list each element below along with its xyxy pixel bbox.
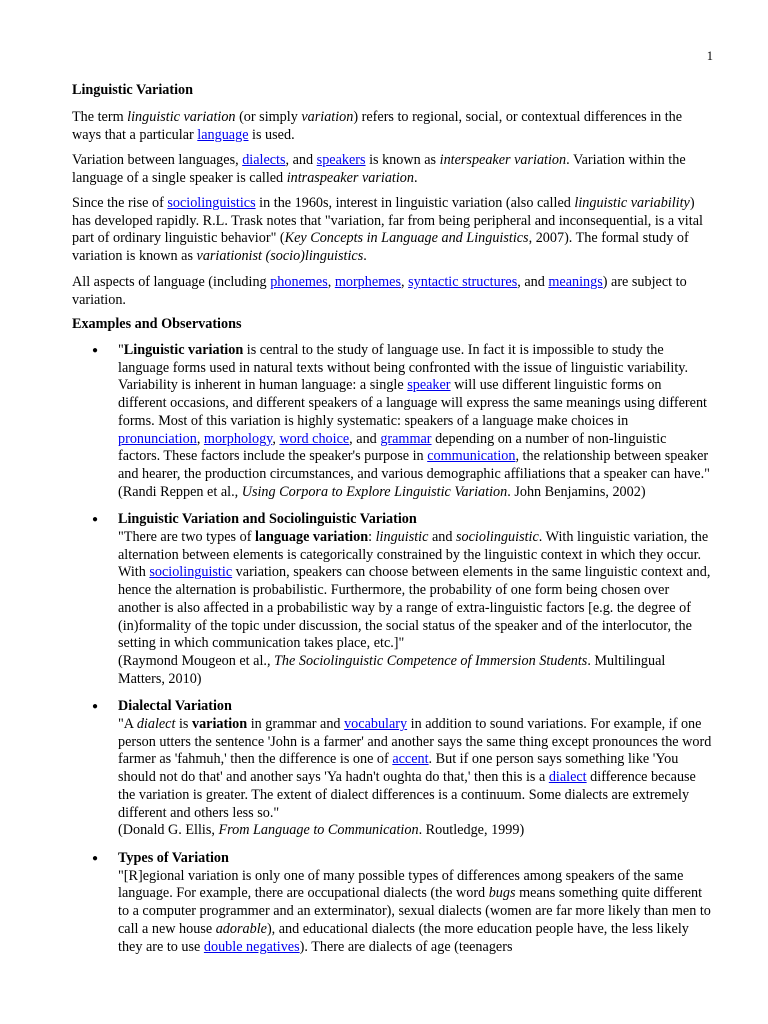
bullet-icon: ● [92, 345, 99, 356]
item-heading: Types of Variation [118, 849, 229, 866]
link-pronunciation[interactable]: pronunciation [118, 430, 197, 447]
list-item [72, 342, 712, 501]
link-morphology[interactable]: morphology [203, 430, 273, 447]
document-title: Linguistic Variation [72, 82, 194, 98]
intro-paragraph-4: All aspects of language (including phonemes, morphemes, syntactic structures, and meanings) are subject to variation. [72, 274, 687, 308]
quote-text: "There are two types of language variation: linguistic and sociolinguistic. With linguistic variation, the alternation between elements is categorically constrained by the linguistic context in which they occur. With sociolinguistic variation, speakers can choose between elements in the same linguistic context and, hence the alternation is probabilistic. Furthermore, the probability of one form being chosen over another is also affected in a probabilistic way by a range of extra-linguistic factors [e.g. the degree of (in)formality of the topic under discussion, the social status of the speaker and of the interlocutor, the setting in which communication takes place, etc.]" [118, 529, 711, 652]
quote-text: "A dialect is variation in grammar and vocabulary in addition to sound variations. For example, if one person utters the sentence 'John is a farmer' and another says the same thing except pronounces the word farmer as 'fahmuh,' then the difference is one of accent. But if one person says something like 'You should not do that' and another says 'Ya hadn't oughta do that,' then this is a dialect difference because the variation is greater. The extent of dialect differences is a continuum. Some dialects are extremely different and others less so." [118, 716, 712, 821]
link-language[interactable]: language [197, 126, 249, 143]
link-meanings[interactable]: meanings [548, 274, 603, 290]
intro-paragraph-1: The term linguistic variation (or simply variation) refers to regional, social, or contextual differences in the ways that a particular language is used. [72, 109, 683, 143]
link-sociolinguistics[interactable]: sociolinguistics [167, 195, 256, 211]
list-item [72, 850, 712, 956]
bullet-icon: ● [92, 514, 99, 526]
link-sociolinguistic[interactable]: sociolinguistic [149, 564, 233, 581]
link-double-negatives[interactable]: double negatives [203, 938, 300, 955]
link-morphemes[interactable]: morphemes [334, 274, 402, 290]
link-phonemes[interactable]: phonemes [270, 274, 328, 290]
link-speakers[interactable]: speakers [316, 152, 366, 168]
link-communication[interactable]: communication [427, 448, 516, 465]
item-heading: Linguistic Variation and Sociolinguistic Variation [118, 511, 417, 528]
citation: (Randi Reppen et al., Using Corpora to Explore Linguistic Variation. John Benjamins, 2002) [118, 483, 646, 500]
examples-list [72, 342, 712, 966]
bullet-icon: ● [92, 701, 99, 713]
citation: (Raymond Mougeon et al., The Sociolinguistic Competence of Immersion Students. Multilingual Matters, 2010) [118, 652, 666, 687]
link-dialect[interactable]: dialect [548, 769, 587, 786]
list-item [72, 511, 712, 688]
bullet-icon: ● [92, 852, 99, 864]
intro-paragraph-3: Since the rise of sociolinguistics in the 1960s, interest in linguistic variation (also called linguistic variability) has developed rapidly. R.L. Trask notes that "variation, far from being peripheral and inconsequential, is a vital part of ordinary linguistic behavior" (Key Concepts in Language and Linguistics, 2007). The formal study of variation is known as variationist (socio)linguistics. [72, 195, 703, 265]
link-vocabulary[interactable]: vocabulary [344, 716, 408, 733]
link-word-choice[interactable]: word choice [279, 430, 350, 447]
list-item [72, 698, 712, 840]
citation: (Donald G. Ellis, From Language to Communication. Routledge, 1999) [118, 822, 525, 839]
link-accent[interactable]: accent [392, 751, 429, 768]
item-heading: Dialectal Variation [118, 698, 232, 715]
link-dialects[interactable]: dialects [242, 152, 286, 168]
page-number: 1 [706, 49, 713, 63]
link-syntactic-structures[interactable]: syntactic structures [408, 274, 518, 290]
link-speaker[interactable]: speaker [407, 377, 451, 394]
link-grammar[interactable]: grammar [380, 430, 432, 447]
quote-text: "[R]egional variation is only one of many possible types of differences among speakers of the same language. For example, there are occupational dialects (the word bugs means something quite different to a computer programmer and an exterminator), sexual dialects (women are far more likely than men to call a new house adorable), and educational dialects (the more education people have, the less likely they are to use double negatives). There are dialects of age (teenagers [118, 867, 711, 955]
quote-text: "Linguistic variation is central to the study of language use. In fact it is impossible to study the language forms used in natural texts without being confronted with the issue of linguistic variability. Variability is inherent in human language: a single speaker will use different linguistic forms on different occasions, and different speakers of a language will express the same meanings using different forms. Most of this variation is highly systematic: speakers of a language make choices in pronunciation, morphology, word choice, and grammar depending on a number of non-linguistic factors. These factors include the speaker's purpose in communication, the relationship between speaker and hearer, the production circumstances, and various demographic affiliations that a speaker can have." [118, 342, 710, 482]
intro-paragraph-2: Variation between languages, dialects, and speakers is known as interspeaker variation. Variation within the language of a single speaker is called intraspeaker variation. [72, 152, 686, 186]
examples-heading: Examples and Observations [72, 316, 242, 332]
